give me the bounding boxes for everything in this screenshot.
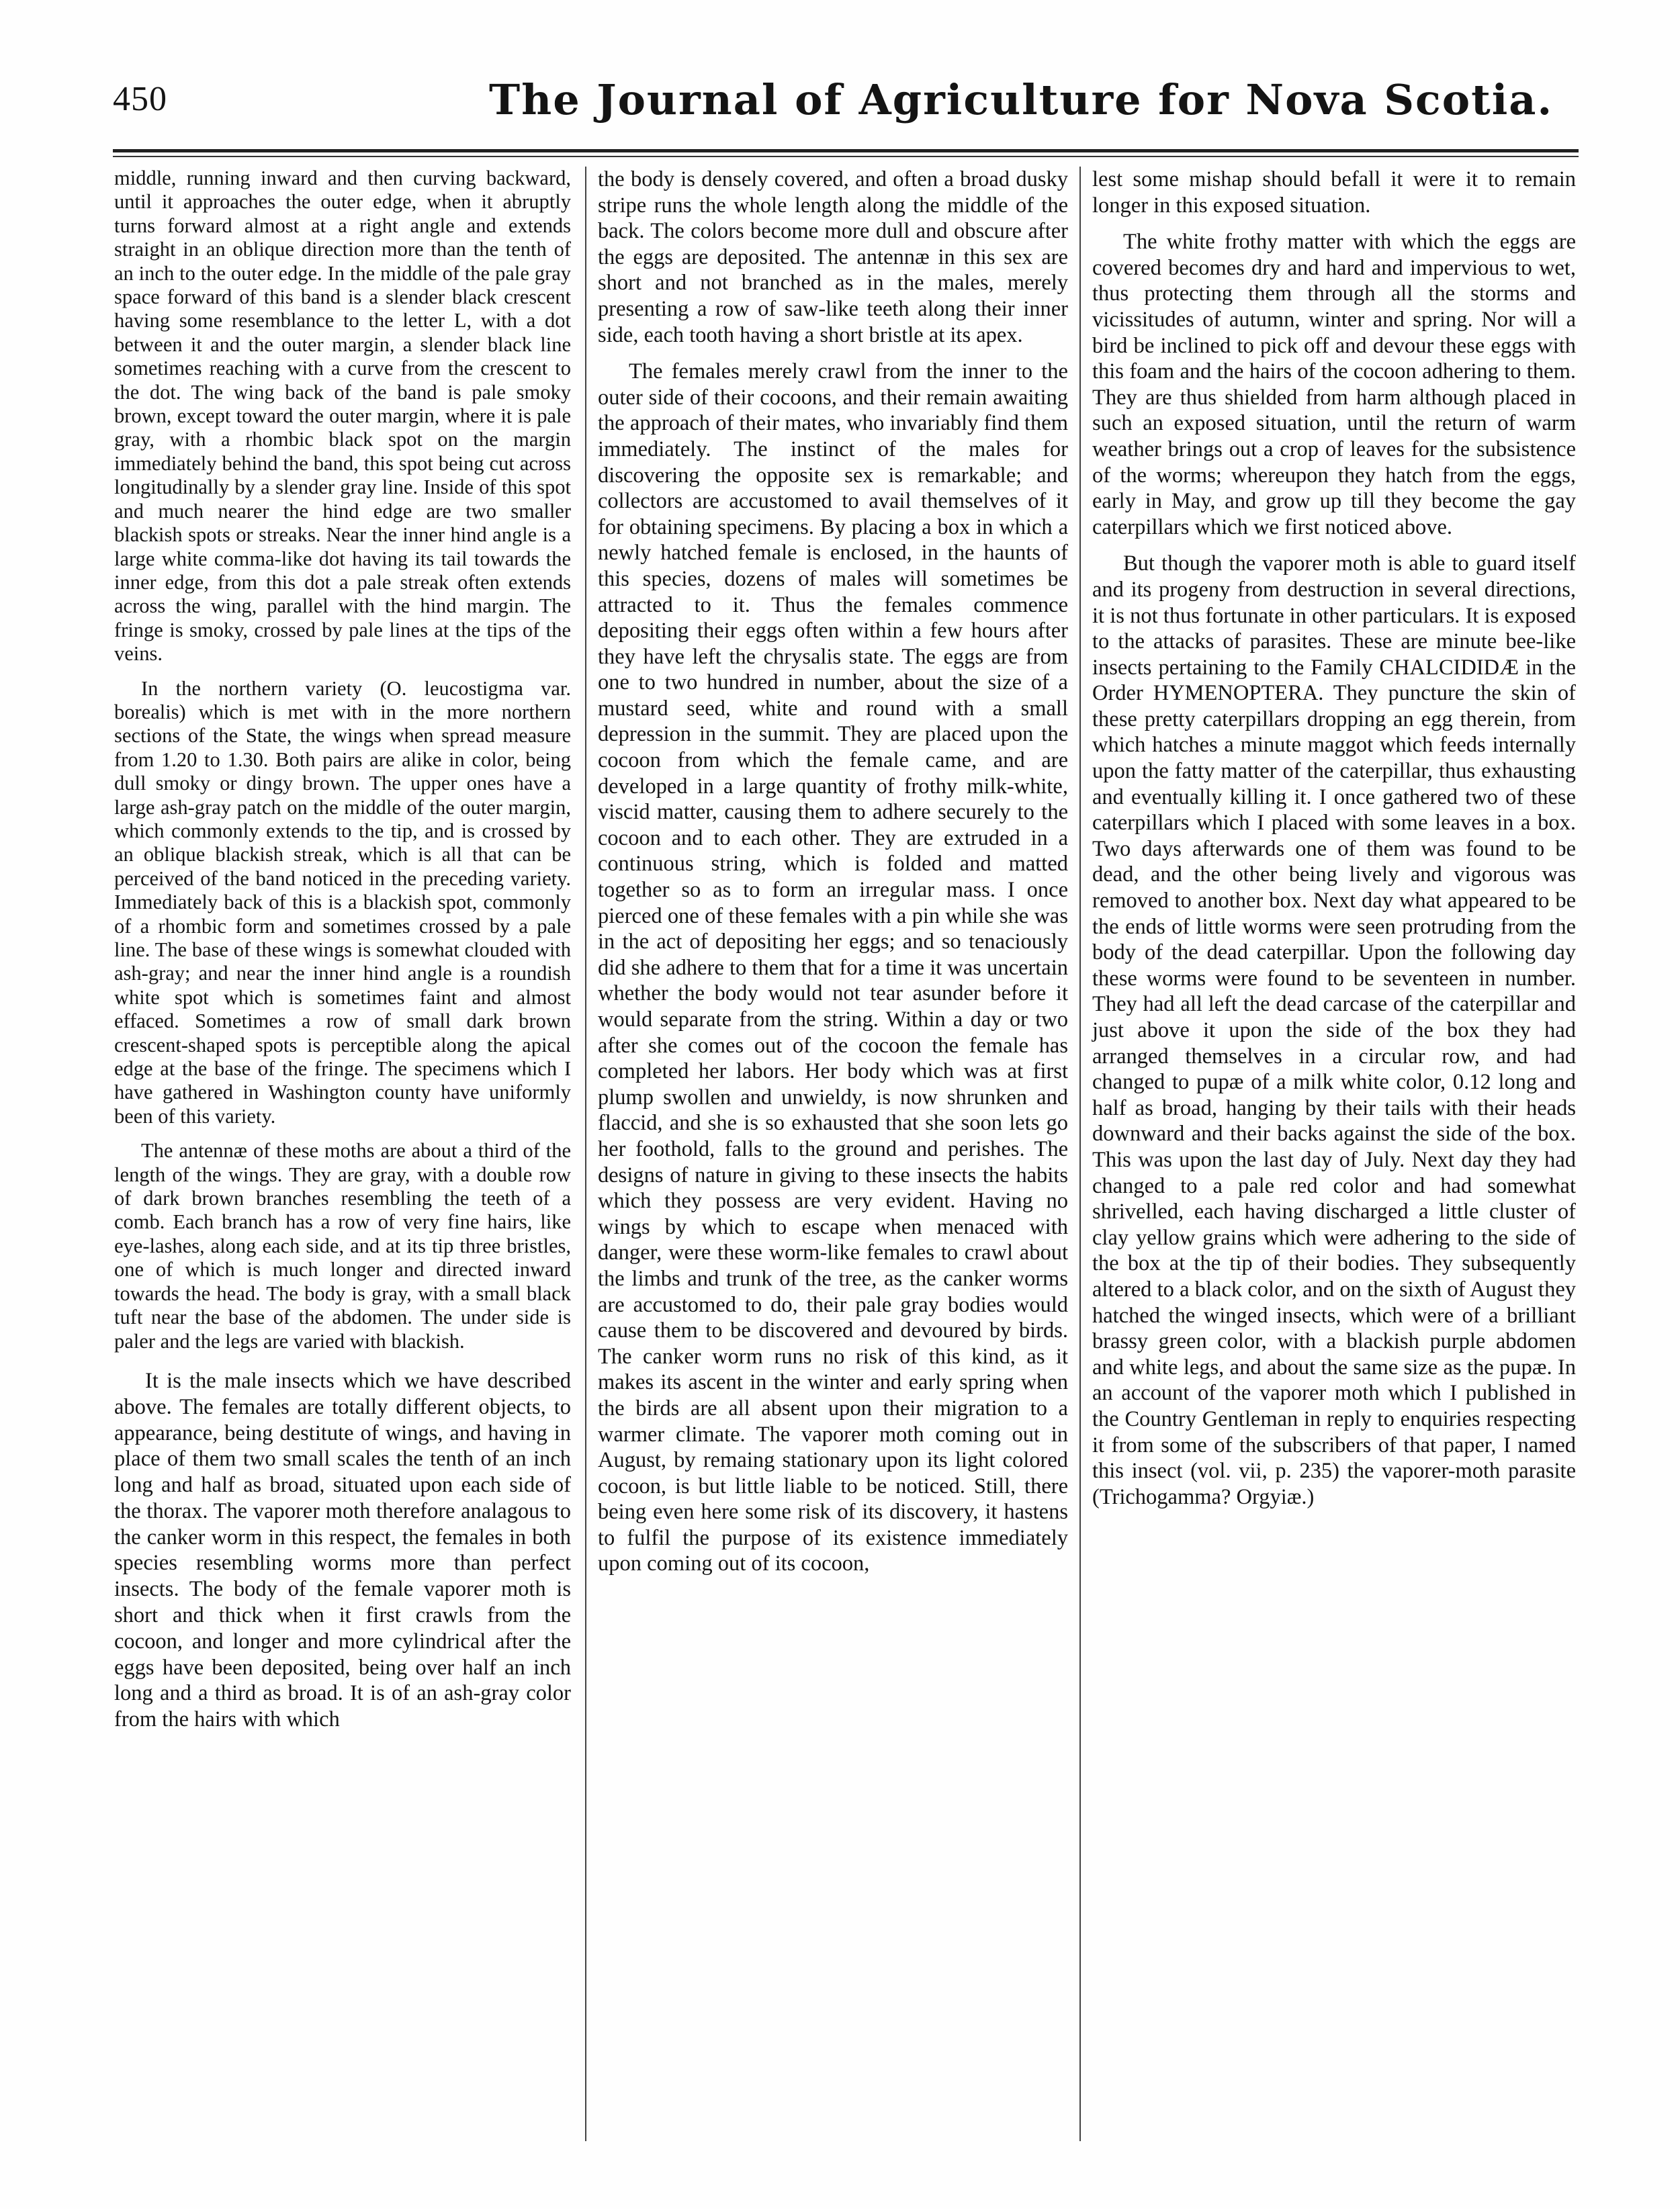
page-number: 450 xyxy=(113,80,167,118)
column-left xyxy=(114,167,571,1733)
running-title: The Journal of Agriculture for Nova Scotia. xyxy=(489,75,1554,124)
paragraph: In the northern variety (O. leucostigma var. borealis) which is met with in the more northern sections of the State, the wings when spread measure from 1.20 to 1.30. Both pairs are alike in color, being dull smoky or dingy brown. The upper ones have a large ash-gray patch on the middle of the outer margin, which commonly extends to the tip, and is crossed by an oblique blackish streak, which is all that can be perceived of the band noticed in the preceding variety. Immediately back of this is a blackish spot, commonly of a rhombic form and sometimes crossed by a pale line. The base of these wings is somewhat clouded with ash-gray; and near the inner hind angle is a roundish white spot which is sometimes faint and almost effaced. Sometimes a row of small dark brown crescent-shaped spots is perceptible along the apical edge at the base of the fringe. The specimens which I have gathered in Washington county have uniformly been of this variety. xyxy=(114,676,571,1128)
paragraph: lest some mishap should befall it were it to remain longer in this exposed situation. xyxy=(1092,167,1576,218)
column-divider xyxy=(585,167,586,2141)
paragraph: It is the male insects which we have described above. The females are totally different objects, to appearance, being destitute of wings, and having in place of them two small scales the tenth of an inch long and half as broad, situated upon each side of the thorax. The vaporer moth therefore analagous to the canker worm in this respect, the females in both species resembling worms more than perfect insects. The body of the female vaporer moth is short and thick when it first crawls from the cocoon, and longer and more cylindrical after the eggs have been deposited, being over half an inch long and a third as broad. It is of an ash-gray color from the hairs with which xyxy=(114,1368,571,1732)
column-right xyxy=(1092,167,1576,1510)
column-divider xyxy=(1079,167,1081,2141)
page-header xyxy=(113,75,1579,140)
paragraph: the body is densely covered, and often a broad dusky stripe runs the whole length along the middle of the back. The colors become more dull and obscure after the eggs are deposited. The antennæ in this sex are short and not branched as in the males, merely presenting a row of saw-like teeth along their inner side, each tooth having a short bristle at its apex. xyxy=(598,167,1068,347)
paragraph: The white frothy matter with which the eggs are covered becomes dry and hard and impervious to wet, thus protecting them through all the storms and vicissitudes of autumn, winter and spring. Nor will a bird be inclined to pick off and devour these eggs with this foam and the hairs of the cocoon adhering to them. They are thus shielded from harm although placed in such an exposed situation, until the return of warm weather brings out a crop of leaves for the subsistence of the worms; whereupon they hatch from the eggs, early in May, and grow up till they become the gay caterpillars which we first noticed above. xyxy=(1092,230,1576,539)
paragraph: The females merely crawl from the inner to the outer side of their cocoons, and their remain awaiting the approach of their mates, who invariably find them immediately. The instinct of the males for discovering the opposite sex is remarkable; and collectors are accustomed to avail themselves of it for obtaining specimens. By placing a box in which a newly hatched female is enclosed, in the haunts of this species, dozens of males will sometimes be attracted to it. Thus the females commence depositing their eggs often within a few hours after they have left the chrysalis state. The eggs are from one to two hundred in number, about the size of a mustard seed, white and round with a small depression in the summit. They are placed upon the cocoon from which the female came, and are developed in a large quantity of frothy milk-white, viscid matter, causing them to adhere securely to the cocoon and to each other. They are extruded in a continuous string, which is folded and matted together so as to form an irregular mass. I once pierced one of these females with a pin while she was in the act of depositing her eggs; and so tenaciously did she adhere to them that for a time it was uncertain whether the body would not tear asunder before it would separate from the string. Within a day or two after she comes out of the cocoon the female has completed her labors. Her body which was at first plump swollen and unwieldy, is now shrunken and flaccid, and she is so exhausted that she soon lets go her foothold, falls to the ground and perishes. The designs of nature in giving to these insects the habits which they possess are very evident. Having no wings by which to escape when menaced with danger, were these worm-like females to crawl about the limbs and trunk of the tree, as the canker worms are accustomed to do, their pale gray bodies would cause them to be discovered and devoured by birds. The canker worm runs no risk of this kind, as it makes its ascent in the winter and early spring when the birds are all absent upon their migration to a warmer climate. The vaporer moth coming out in August, by remaing stationary upon its light colored cocoon, is but little liable to be noticed. Still, there being even here some risk of its discovery, it hastens to fulfil the purpose of its existence immediately upon coming out of its cocoon, xyxy=(598,359,1068,1576)
small-print-section xyxy=(114,167,571,1353)
paragraph: middle, running inward and then curving backward, until it approaches the outer edge, when it abruptly turns forward almost at a right angle and extends straight in an oblique direction more than the tenth of an inch to the outer edge. In the middle of the pale gray space forward of this band is a slender black crescent having some resemblance to the letter L, with a dot between it and the outer margin, a slender black line sometimes reaching with a curve from the crescent to the dot. The wing back of the band is pale smoky brown, except toward the outer margin, where it is pale gray, with a rhombic black spot on the margin immediately behind the band, this spot being cut across longitudinally by a slender gray line. Inside of this spot and much nearer the hind edge are two smaller blackish spots or streaks. Near the inner hind angle is a large white comma-like dot having its tail towards the inner edge, from this dot a pale streak often extends across the wing, parallel with the hind margin. The fringe is smoky, crossed by pale lines at the tips of the veins. xyxy=(114,167,571,666)
column-middle xyxy=(598,167,1068,1577)
large-print-section xyxy=(114,1368,571,1733)
paragraph: But though the vaporer moth is able to guard itself and its progeny from destruction in several directions, it is not thus fortunate in other particulars. It is exposed to the attacks of parasites. These are minute bee-like insects pertaining to the Family CHALCIDIDÆ in the Order HYMENOPTERA. They puncture the skin of these pretty caterpillars dropping an egg therein, from which hatches a minute maggot which feeds internally upon the fatty matter of the caterpillar, thus exhausting and eventually killing it. I once gathered two of these caterpillars which I placed with some leaves in a box. Two days afterwards one of them was found to be dead, and the other being lively and vigorous was removed to another box. Next day what appeared to be the ends of little worms were seen protruding from the body of the dead caterpillar. Upon the following day these worms were found to be seventeen in number. They had all left the dead carcase of the caterpillar and just above it upon the side of the box they had arranged themselves in a circular row, and had changed to pupæ of a milk white color, 0.12 long and half as broad, hanging by their tails with their heads downward and their backs against the side of the box. This was upon the last day of July. Next day they had changed to a pale red color and had somewhat shrivelled, each having discharged a little cluster of clay yellow grains which were adhering to the side of the box at the tip of their bodies. They subsequently altered to a black color, and on the sixth of August they hatched the winged insects, which were of a brilliant brassy green color, with a blackish purple abdomen and white legs, and about the same size as the pupæ. In an account of the vaporer moth which I published in the Country Gentleman in reply to enquiries respecting it from some of the subscribers of that paper, I named this insect (vol. vii, p. 235) the vaporer-moth parasite (Trichogamma? Orgyiæ.) xyxy=(1092,551,1576,1509)
paragraph: The antennæ of these moths are about a third of the length of the wings. They are gray, with a double row of dark brown branches resembling the teeth of a comb. Each branch has a row of very fine hairs, like eye-lashes, along each side, and at its tip three bristles, one of which is much longer and directed inward towards the head. The body is gray, with a small black tuft near the base of the abdomen. The under side is paler and the legs are varied with blackish. xyxy=(114,1139,571,1353)
header-rule-thin xyxy=(113,156,1579,157)
header-rule xyxy=(113,149,1579,152)
